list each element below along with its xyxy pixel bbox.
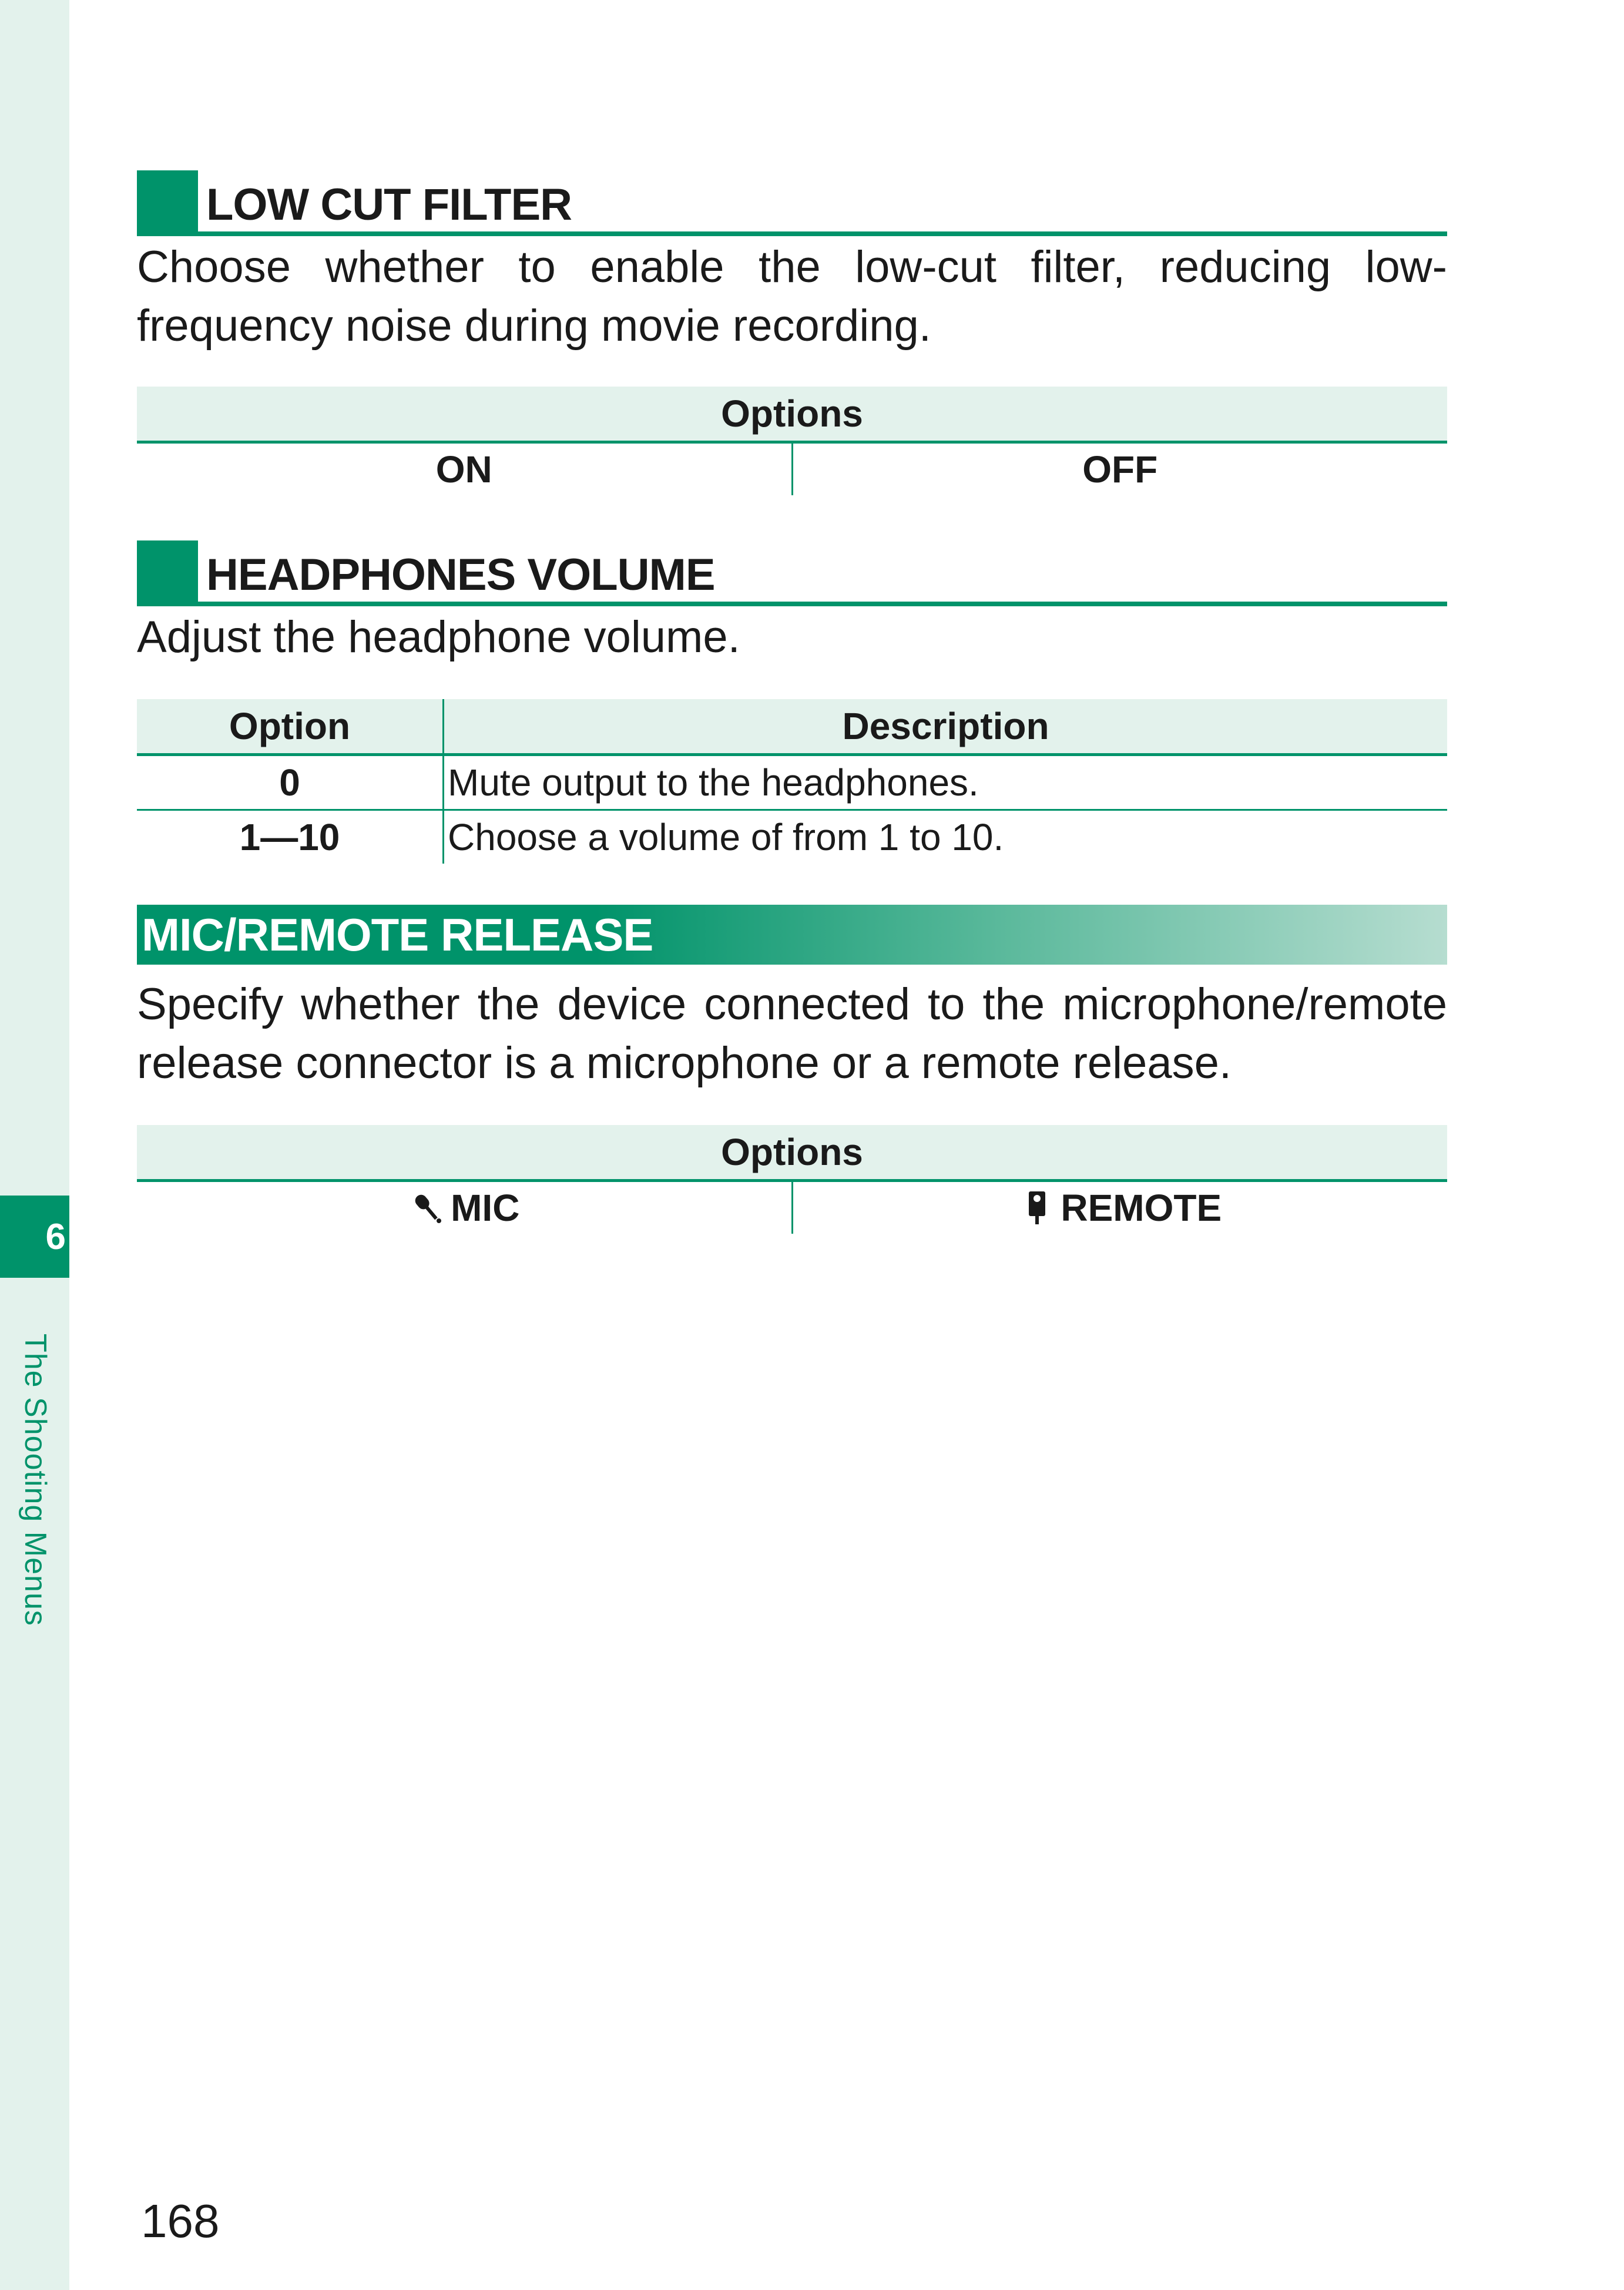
section-heading-mic-remote-release [137, 905, 1447, 965]
mic-remote-options-table [137, 1125, 1447, 1234]
remote-release-icon [1018, 1189, 1056, 1227]
table-header: Options [137, 1125, 1447, 1182]
page-number: 168 [141, 2195, 220, 2247]
option-label: REMOTE [1061, 1187, 1222, 1229]
table-header: Options [137, 387, 1447, 444]
headphones-volume-table [137, 699, 1447, 864]
heading-title: LOW CUT FILTER [206, 180, 572, 230]
heading-marker [137, 540, 198, 602]
option-value: 0 [279, 761, 300, 804]
heading-marker [137, 170, 198, 231]
heading-title: HEADPHONES VOLUME [206, 550, 715, 600]
option-description: Choose a volume of from 1 to 10. [442, 811, 1447, 864]
headphones-description: Adjust the headphone volume. [137, 612, 740, 662]
column-header-option: Option [229, 705, 351, 747]
option-description: Mute output to the headphones. [442, 756, 1447, 809]
heading-title: MIC/REMOTE RELEASE [142, 909, 653, 961]
option-on: ON [435, 448, 492, 491]
low-cut-options-table [137, 387, 1447, 495]
table-row [137, 756, 1447, 811]
option-label: MIC [451, 1187, 520, 1229]
section-heading-low-cut-filter [137, 170, 1447, 236]
table-header [137, 699, 1447, 756]
chapter-tab[interactable] [0, 1196, 69, 1278]
option-remote [791, 1182, 1448, 1234]
table-row [137, 811, 1447, 864]
option-off: OFF [791, 444, 1448, 495]
side-tab-strip [0, 0, 69, 2290]
chapter-title: The Shooting Menus [18, 1334, 52, 1626]
column-header-description: Description [442, 699, 1447, 753]
microphone-icon [408, 1189, 446, 1227]
table-row [137, 1182, 1447, 1234]
option-value: 1—10 [239, 816, 340, 858]
low-cut-description: Choose whether to enable the low-cut filter, reducing low-frequency noise during movie recording. [137, 242, 1447, 351]
section-heading-headphones-volume [137, 540, 1447, 606]
option-mic [137, 1182, 791, 1234]
mic-remote-description: Specify whether the device connected to the microphone/remote release connector is a microphone or a remote release. [137, 979, 1447, 1088]
table-row [137, 444, 1447, 495]
chapter-number: 6 [45, 1216, 66, 1257]
